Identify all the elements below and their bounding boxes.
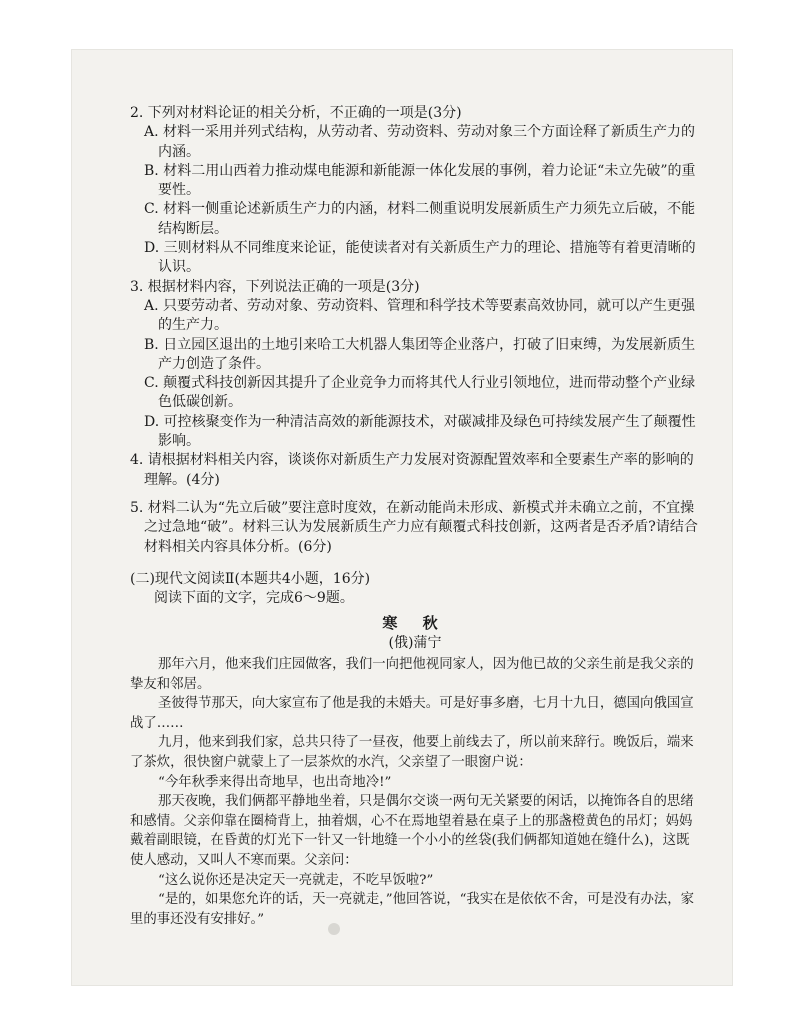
question-stem: 5. 材料二认为“先立后破”要注意时度效，在新动能尚未形成、新模式并未确立之前，不宜操之过急地“破”。材料三认为发展新质生产力应有颠覆式科技创新，这两者是否矛盾?请结合材料相关内容具体分析。(6分): [130, 499, 698, 555]
story-title: 寒 秋: [382, 614, 448, 633]
section-heading: (二)现代文阅读Ⅱ(本题共4小题，16分): [130, 570, 371, 587]
story-author: (俄)蒲宁: [388, 634, 442, 651]
question-3: [130, 278, 700, 452]
story-paragraph: 九月，他来到我们家，总共只待了一昼夜，他要上前线去了，所以前来辞行。晚饭后，端来了茶炊，很快窗户就蒙上了一层茶炊的水汽，父亲望了一眼窗户说：: [130, 735, 694, 770]
question-4: [130, 451, 700, 490]
option-d: D. 可控核聚变作为一种清洁高效的新能源技术，对碳减排及绿色可持续发展产生了颠覆性影响。: [144, 413, 696, 450]
option-a: A. 只要劳动者、劳动对象、劳动资料、管理和科学技术等要素高效协同，就可以产生更强的生产力。: [144, 297, 696, 334]
option-c: C. 颠覆式科技创新因其提升了企业竞争力而将其代人行业引领地位，进而带动整个产业绿色低碳创新。: [144, 375, 696, 411]
answer-space: [130, 490, 700, 499]
question-stem: 3. 根据材料内容，下列说法正确的一项是(3分): [130, 278, 420, 295]
answer-space: [130, 557, 700, 566]
option-b: B. 日立园区退出的土地引来哈工大机器人集团等企业落户，打破了旧束缚，为发展新质生产力创造了条件。: [144, 336, 696, 372]
question-2: [130, 104, 700, 278]
story-paragraph: “这么说你还是决定天一亮就走，不吃早饭啦?”: [158, 872, 434, 888]
section-instruction: 阅读下面的文字，完成6～9题。: [154, 590, 354, 607]
reading-section: [130, 570, 700, 930]
story-paragraph: 那天夜晚，我们俩都平静地坐着，只是偶尔交谈一两句无关紧要的闲话，以掩饰各自的思绪和感情。父亲仰靠在圈椅背上，抽着烟，心不在焉地望着悬在桌子上的那盏橙黄色的吊灯；妈妈戴着副眼镜，在昏黄的灯光下一针又一针地缝一个小小的丝袋(我们俩都知道她在缝什么)，这既使人感动，又叫人不寒而栗。父亲问：: [130, 794, 694, 868]
question-stem: 4. 请根据材料相关内容，谈谈你对新质生产力发展对资源配置效率和全要素生产率的影响的理解。(4分): [130, 452, 694, 488]
page-mark-dot: [328, 923, 340, 935]
question-stem: 2. 下列对材料论证的相关分析，不正确的一项是(3分): [130, 105, 462, 121]
story-paragraph: “今年秋季来得出奇地早，也出奇地冷!”: [158, 774, 392, 790]
story-paragraph: 圣彼得节那天，向大家宣布了他是我的未婚夫。可是好事多磨，七月十九日，德国向俄国宣战了……: [130, 696, 694, 731]
option-c: C. 材料一侧重论述新质生产力的内涵，材料二侧重说明发展新质生产力须先立后破，不能结构断层。: [144, 201, 696, 237]
story-paragraph: “是的，如果您允许的话，天一亮就走，”他回答说，“我实在是依依不舍，可是没有办法，家里的事还没有安排好。”: [130, 892, 695, 927]
question-5: [130, 499, 700, 557]
exam-page: [130, 104, 700, 929]
option-d: D. 三则材料从不同维度来论证，能使读者对有关新质生产力的理论、措施等有着更清晰的认识。: [144, 240, 696, 276]
option-b: B. 材料二用山西着力推动煤电能源和新能源一体化发展的事例，着力论证“未立先破”的重要性。: [144, 162, 696, 199]
story-paragraph: 那年六月，他来我们庄园做客，我们一向把他视同家人，因为他已故的父亲生前是我父亲的挚友和邻居。: [130, 657, 694, 692]
option-a: A. 材料一采用并列式结构，从劳动者、劳动资料、劳动对象三个方面诠释了新质生产力的内涵。: [144, 124, 696, 160]
